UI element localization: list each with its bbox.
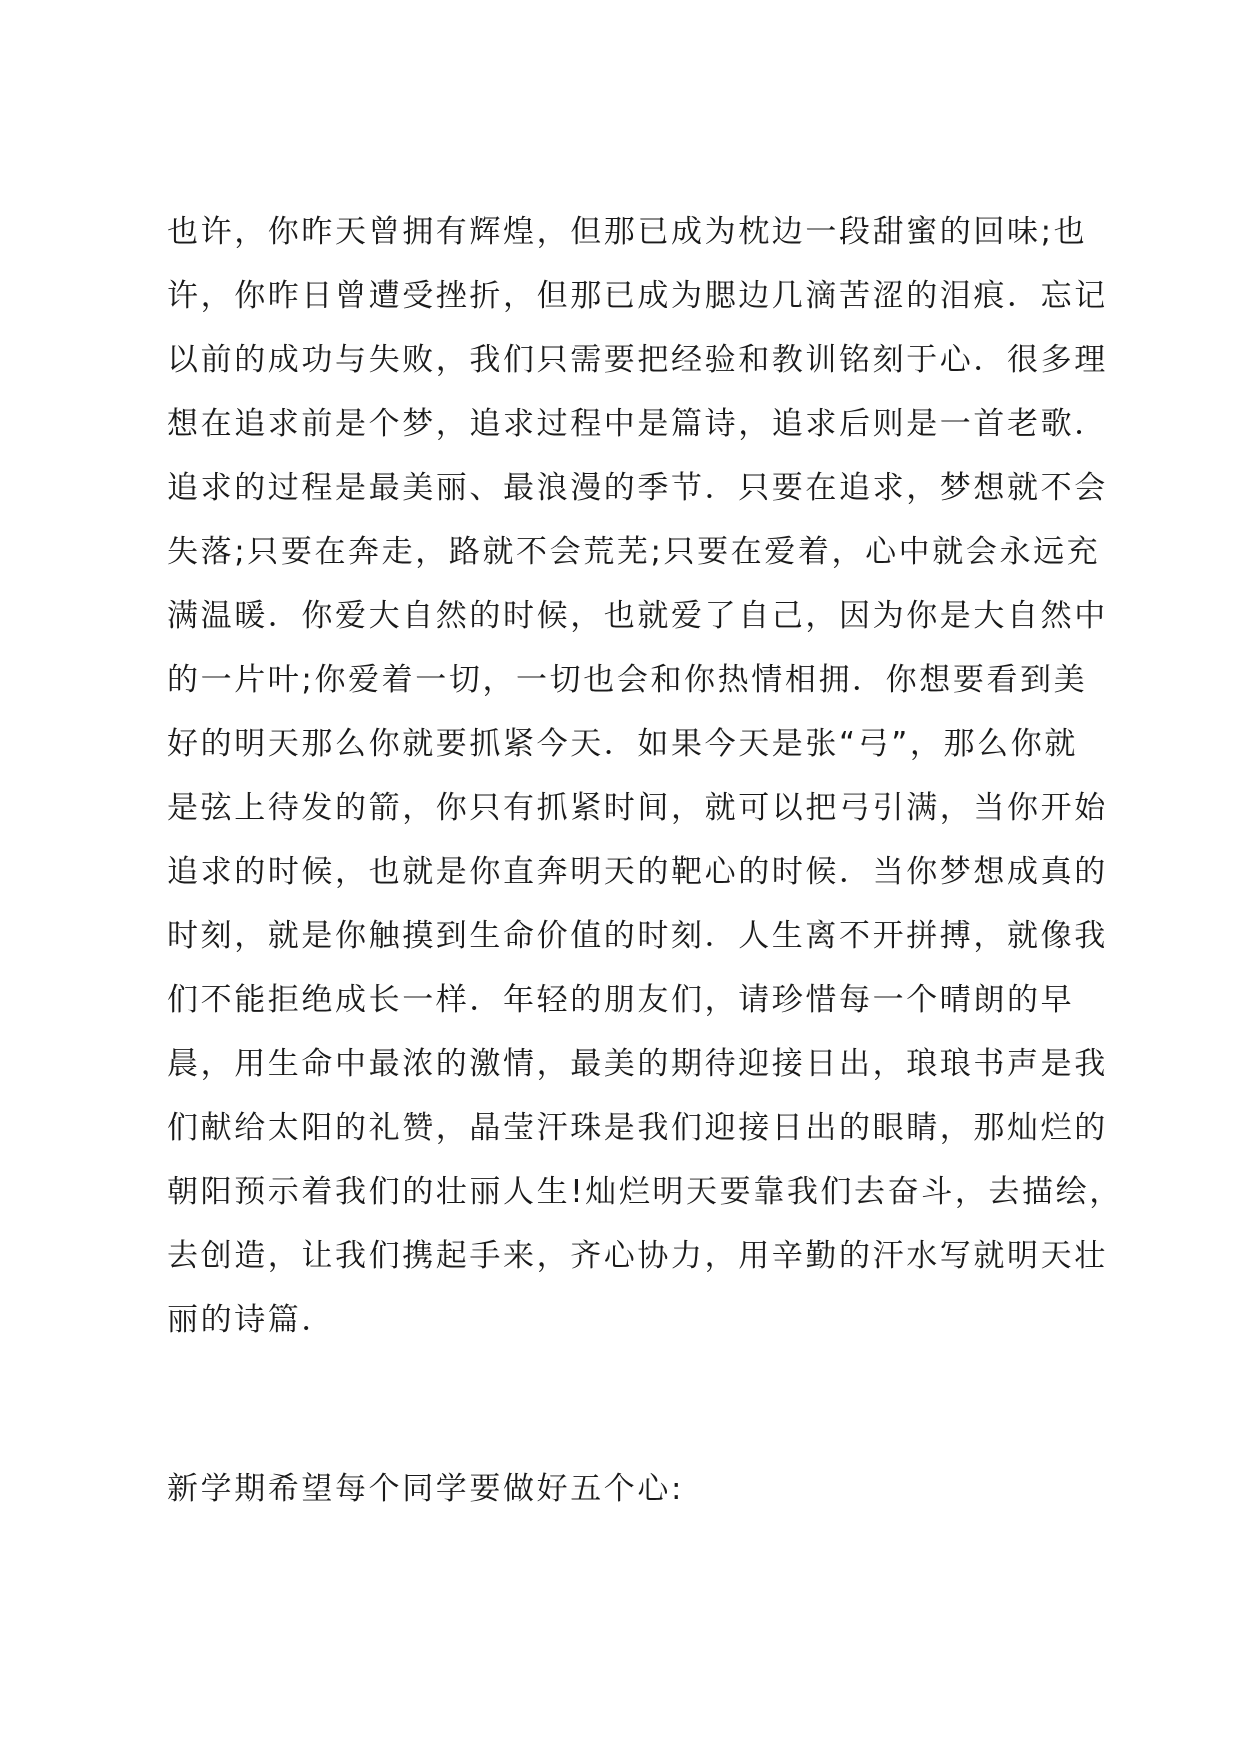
paragraph-line: 追求的过程是最美丽、最浪漫的季节．只要在追求，梦想就不会 [167,470,1108,506]
paragraph-line: 们不能拒绝成长一样．年轻的朋友们，请珍惜每一个晴朗的早 [167,982,1075,1018]
body-paragraph [167,200,1123,1352]
paragraph-line: 以前的成功与失败，我们只需要把经验和教训铭刻于心．很多理 [167,342,1108,378]
paragraph-line: 想在追求前是个梦，追求过程中是篇诗，追求后则是一首老歌． [167,406,1108,442]
paragraph-line: 也许，你昨天曾拥有辉煌，但那已成为枕边一段甜蜜的回味;也 [167,214,1088,250]
paragraph-line: 是弦上待发的箭，你只有抓紧时间，就可以把弓引满，当你开始 [167,790,1108,826]
paragraph-line: 朝阳预示着我们的壮丽人生!灿烂明天要靠我们去奋斗，去描绘， [167,1174,1123,1210]
paragraph-line: 们献给太阳的礼赞，晶莹汗珠是我们迎接日出的眼睛，那灿烂的 [167,1110,1108,1146]
paragraph-line: 满温暖．你爱大自然的时候，也就爱了自己，因为你是大自然中 [167,598,1108,634]
paragraph-line: 好的明天那么你就要抓紧今天．如果今天是张“弓”，那么你就 [167,726,1078,762]
paragraph-line: 去创造，让我们携起手来，齐心协力，用辛勤的汗水写就明天壮 [167,1238,1108,1274]
paragraph-line: 许，你昨日曾遭受挫折，但那已成为腮边几滴苦涩的泪痕．忘记 [167,278,1108,314]
paragraph-line: 失落;只要在奔走，路就不会荒芜;只要在爱着，心中就会永远充 [167,534,1101,570]
paragraph-line: 追求的时候，也就是你直奔明天的靶心的时候．当你梦想成真的 [167,854,1108,890]
section-heading: 新学期希望每个同学要做好五个心: [167,1471,685,1507]
paragraph-line: 晨，用生命中最浓的激情，最美的期待迎接日出，琅琅书声是我 [167,1046,1108,1082]
paragraph-line: 时刻，就是你触摸到生命价值的时刻．人生离不开拼搏，就像我 [167,918,1108,954]
paragraph-line: 丽的诗篇． [167,1302,335,1338]
paragraph-line: 的一片叶;你爱着一切，一切也会和你热情相拥．你想要看到美 [167,662,1088,698]
